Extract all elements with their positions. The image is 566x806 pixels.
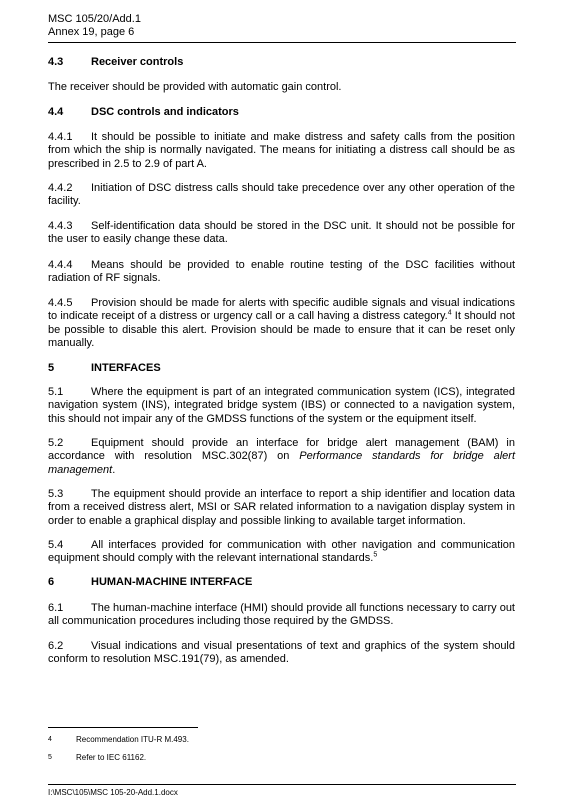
footnote-4 bbox=[48, 735, 189, 745]
paragraph-number: 4.4.5 bbox=[48, 297, 73, 309]
section-title: Receiver controls bbox=[91, 56, 184, 68]
paragraph-text: The human-machine interface (HMI) should provide all functions necessary to carry out all communication procedures including those required by the GMDSS. bbox=[48, 602, 515, 628]
paragraph-text: Visual indications and visual presentations of text and graphics of the system should conform to resolution MSC.191(79), as amended. bbox=[48, 640, 515, 666]
section-number: 5 bbox=[48, 362, 55, 374]
paragraph-4-4-3 bbox=[48, 220, 515, 247]
footnote-separator bbox=[48, 727, 198, 728]
section-heading-5 bbox=[48, 362, 161, 375]
section-title: DSC controls and indicators bbox=[91, 106, 239, 118]
paragraph-5-2 bbox=[48, 437, 515, 477]
paragraph-number: 4.4.1 bbox=[48, 131, 73, 143]
paragraph-italic-title: Performance standards for bridge alert management bbox=[48, 450, 515, 476]
section-title: HUMAN-MACHINE INTERFACE bbox=[91, 576, 253, 588]
paragraph-5-4 bbox=[48, 539, 515, 566]
paragraph-text-end: . bbox=[112, 463, 116, 476]
paragraph-number: 6.1 bbox=[48, 602, 64, 614]
paragraph-number: 4.4.3 bbox=[48, 220, 73, 232]
footnote-number: 4 bbox=[48, 736, 52, 743]
paragraph-number: 4.4.4 bbox=[48, 259, 73, 271]
paragraph-text: Self-identification data should be stored in the DSC unit. It should not be possible for the user to easily change these data. bbox=[48, 220, 515, 246]
paragraph-text: The equipment should provide an interface to report a ship identifier and location data from a received distress alert, MSI or SAR related information to a navigation display system in order to enable a graphical display and possible linking to available target information. bbox=[48, 488, 515, 527]
footer-rule bbox=[48, 784, 516, 785]
paragraph-number: 6.2 bbox=[48, 640, 64, 652]
section-title: INTERFACES bbox=[91, 362, 161, 374]
footnote-ref: 5 bbox=[373, 551, 378, 559]
doc-id: MSC 105/20/Add.1 bbox=[48, 13, 141, 25]
paragraph-text: Initiation of DSC distress calls should take precedence over any other operation of the facility. bbox=[48, 182, 515, 208]
footnote-5 bbox=[48, 753, 146, 763]
annex-page: Annex 19, page 6 bbox=[48, 26, 135, 38]
paragraph-4-4-5 bbox=[48, 297, 515, 351]
paragraph-number: 4.4.2 bbox=[48, 182, 73, 194]
paragraph-4-4-2 bbox=[48, 182, 515, 209]
paragraph-text: The receiver should be provided with automatic gain control. bbox=[48, 81, 342, 93]
paragraph-number: 5.2 bbox=[48, 437, 64, 449]
paragraph-number: 5.3 bbox=[48, 488, 64, 500]
paragraph-text: Means should be provided to enable routine testing of the DSC facilities without radiation of RF signals. bbox=[48, 259, 515, 285]
section-heading-6 bbox=[48, 576, 252, 589]
paragraph-5-1 bbox=[48, 386, 515, 426]
footnote-text: Refer to IEC 61162. bbox=[76, 753, 147, 762]
paragraph-text: Equipment should provide an interface for bridge alert management (BAM) in accordance with resolution MSC.302(87) on bbox=[48, 437, 515, 463]
section-number: 4.3 bbox=[48, 56, 64, 68]
section-heading-4-4 bbox=[48, 106, 239, 119]
footnote-text: Recommendation ITU-R M.493. bbox=[76, 735, 189, 744]
footnote-number: 5 bbox=[48, 754, 52, 761]
paragraph-number: 5.1 bbox=[48, 386, 64, 398]
header-rule bbox=[48, 42, 516, 43]
paragraph-text: All interfaces provided for communication with other navigation and communication equipment should comply with the relevant international standards. bbox=[48, 539, 515, 565]
paragraph-text: Provision should be made for alerts with specific audible signals and visual indications to indicate receipt of a distress or urgency call or a call having a distress category. bbox=[48, 297, 515, 323]
section-number: 4.4 bbox=[48, 106, 64, 118]
paragraph-6-1 bbox=[48, 602, 515, 629]
paragraph-4-3 bbox=[48, 81, 515, 94]
footer-file-path: I:\MSC\105\MSC 105-20-Add.1.docx bbox=[48, 788, 178, 797]
paragraph-text-cont: It should not be possible to disable this alert. Provision should be made to ensure that it can be reset only manually. bbox=[48, 310, 515, 350]
section-heading-4-3 bbox=[48, 56, 183, 69]
paragraph-4-4-4 bbox=[48, 259, 515, 286]
section-number: 6 bbox=[48, 576, 55, 588]
paragraph-4-4-1 bbox=[48, 131, 515, 171]
paragraph-text: It should be possible to initiate and make distress and safety calls from the position from which the ship is normally navigated. The means for initiating a distress call should be as prescribed in 2.5 to 2.9 of part A. bbox=[48, 131, 515, 170]
footnote-ref: 4 bbox=[447, 309, 452, 317]
paragraph-6-2 bbox=[48, 640, 515, 667]
paragraph-number: 5.4 bbox=[48, 539, 64, 551]
paragraph-text: Where the equipment is part of an integrated communication system (ICS), integrated navigation system (INS), integrated bridge system (IBS) or connected to a navigation system, this should not impair any of the GMDSS functions of the system or the equipment itself. bbox=[48, 386, 515, 425]
paragraph-5-3 bbox=[48, 488, 515, 528]
